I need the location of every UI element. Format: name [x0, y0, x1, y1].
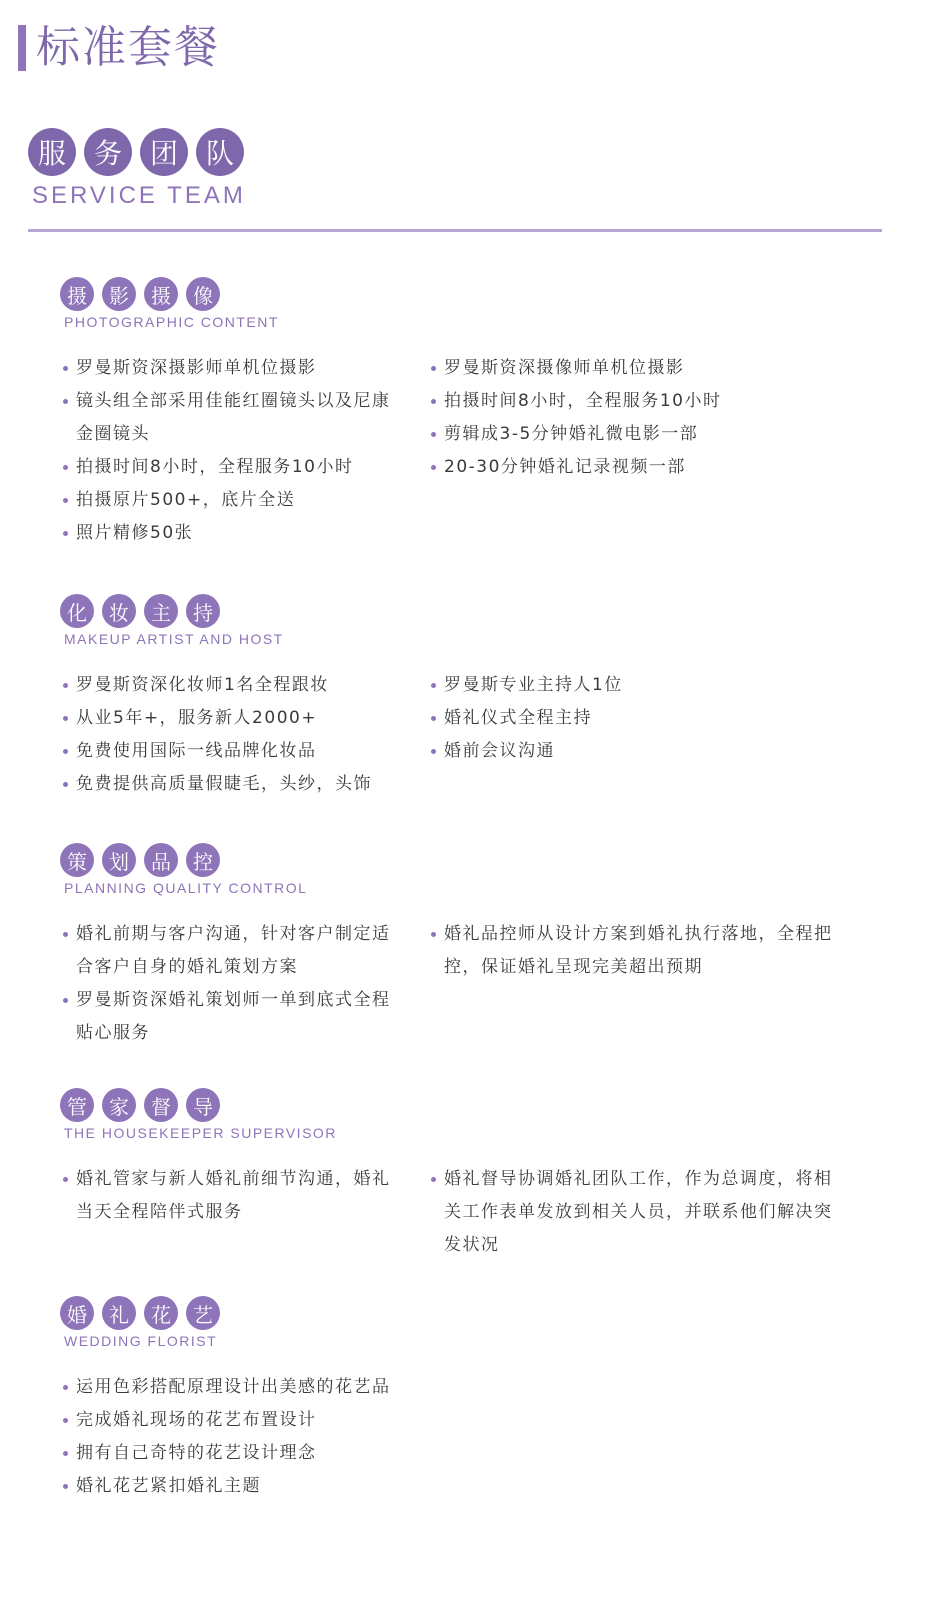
list-item: 罗曼斯资深婚礼策划师一单到底式全程贴心服务: [60, 984, 400, 1050]
section-title: [60, 1088, 880, 1122]
section-char-circle: 主: [144, 594, 178, 628]
list-left: [60, 669, 400, 801]
section-subtitle: PHOTOGRAPHIC CONTENT: [64, 314, 279, 330]
section-planning-qc: [60, 843, 880, 1043]
page-title-text: 标准套餐: [36, 22, 220, 73]
list-item: 拍摄时间8小时，全程服务10小时: [60, 451, 400, 484]
list-right: [428, 352, 848, 484]
section-subtitle: MAKEUP ARTIST AND HOST: [64, 631, 284, 647]
section-char-circle: 摄: [60, 277, 94, 311]
section-subtitle: THE HOUSEKEEPER SUPERVISOR: [64, 1125, 337, 1141]
section-housekeeper: [60, 1088, 880, 1255]
section-char-circle: 婚: [60, 1296, 94, 1330]
section-char-circle: 管: [60, 1088, 94, 1122]
list-item: 免费提供高质量假睫毛，头纱，头饰: [60, 768, 400, 801]
list-item: 罗曼斯专业主持人1位: [428, 669, 848, 702]
list-left: [60, 1163, 400, 1229]
list-item: 运用色彩搭配原理设计出美感的花艺品: [60, 1371, 480, 1404]
title-char-circle: 队: [196, 128, 244, 176]
list-item: 免费使用国际一线品牌化妆品: [60, 735, 400, 768]
list-item: 婚礼督导协调婚礼团队工作，作为总调度，将相关工作表单发放到相关人员，并联系他们解决突发状况: [428, 1163, 848, 1262]
list-right: [428, 918, 848, 984]
title-accent-bar: [18, 25, 26, 71]
section-title: [60, 277, 880, 311]
list-item: 拍摄时间8小时，全程服务10小时: [428, 385, 848, 418]
section-char-circle: 控: [186, 843, 220, 877]
list-left: [60, 918, 400, 1050]
list-item: 从业5年+，服务新人2000+: [60, 702, 400, 735]
service-team-subtitle: SERVICE TEAM: [32, 182, 246, 209]
section-char-circle: 化: [60, 594, 94, 628]
section-char-circle: 划: [102, 843, 136, 877]
section-char-circle: 像: [186, 277, 220, 311]
list-item: 完成婚礼现场的花艺布置设计: [60, 1404, 480, 1437]
divider: [28, 229, 882, 232]
section-florist: [60, 1296, 880, 1496]
section-char-circle: 策: [60, 843, 94, 877]
section-char-circle: 导: [186, 1088, 220, 1122]
section-char-circle: 家: [102, 1088, 136, 1122]
list-right: [428, 1163, 848, 1262]
list-item: 剪辑成3-5分钟婚礼微电影一部: [428, 418, 848, 451]
title-char-circle: 务: [84, 128, 132, 176]
section-char-circle: 花: [144, 1296, 178, 1330]
section-char-circle: 礼: [102, 1296, 136, 1330]
list-item: 镜头组全部采用佳能红圈镜头以及尼康金圈镜头: [60, 385, 400, 451]
list-item: 婚前会议沟通: [428, 735, 848, 768]
list-item: 照片精修50张: [60, 517, 400, 550]
list-right: [428, 669, 848, 768]
list-item: 婚礼仪式全程主持: [428, 702, 848, 735]
list-item: 婚礼前期与客户沟通，针对客户制定适合客户自身的婚礼策划方案: [60, 918, 400, 984]
section-title: [60, 1296, 880, 1330]
list-item: 罗曼斯资深摄像师单机位摄影: [428, 352, 848, 385]
section-subtitle: WEDDING FLORIST: [64, 1333, 218, 1349]
section-char-circle: 督: [144, 1088, 178, 1122]
section-char-circle: 影: [102, 277, 136, 311]
section-char-circle: 艺: [186, 1296, 220, 1330]
list-item: 罗曼斯资深摄影师单机位摄影: [60, 352, 400, 385]
list-left: [60, 1371, 480, 1503]
service-team-title: [28, 128, 246, 176]
list-item: 婚礼品控师从设计方案到婚礼执行落地，全程把控，保证婚礼呈现完美超出预期: [428, 918, 848, 984]
service-team-header: [28, 128, 246, 210]
title-char-circle: 团: [140, 128, 188, 176]
section-photography: [60, 277, 880, 543]
section-subtitle: PLANNING QUALITY CONTROL: [64, 880, 308, 896]
page-title: [18, 20, 220, 76]
section-title: [60, 843, 880, 877]
list-item: 拥有自己奇特的花艺设计理念: [60, 1437, 480, 1470]
list-left: [60, 352, 400, 550]
list-item: 婚礼花艺紧扣婚礼主题: [60, 1470, 480, 1503]
list-item: 婚礼管家与新人婚礼前细节沟通，婚礼当天全程陪伴式服务: [60, 1163, 400, 1229]
section-char-circle: 品: [144, 843, 178, 877]
section-makeup-host: [60, 594, 880, 794]
section-char-circle: 妆: [102, 594, 136, 628]
title-char-circle: 服: [28, 128, 76, 176]
section-title: [60, 594, 880, 628]
list-item: 罗曼斯资深化妆师1名全程跟妆: [60, 669, 400, 702]
list-item: 拍摄原片500+，底片全送: [60, 484, 400, 517]
list-item: 20-30分钟婚礼记录视频一部: [428, 451, 848, 484]
section-char-circle: 摄: [144, 277, 178, 311]
section-char-circle: 持: [186, 594, 220, 628]
